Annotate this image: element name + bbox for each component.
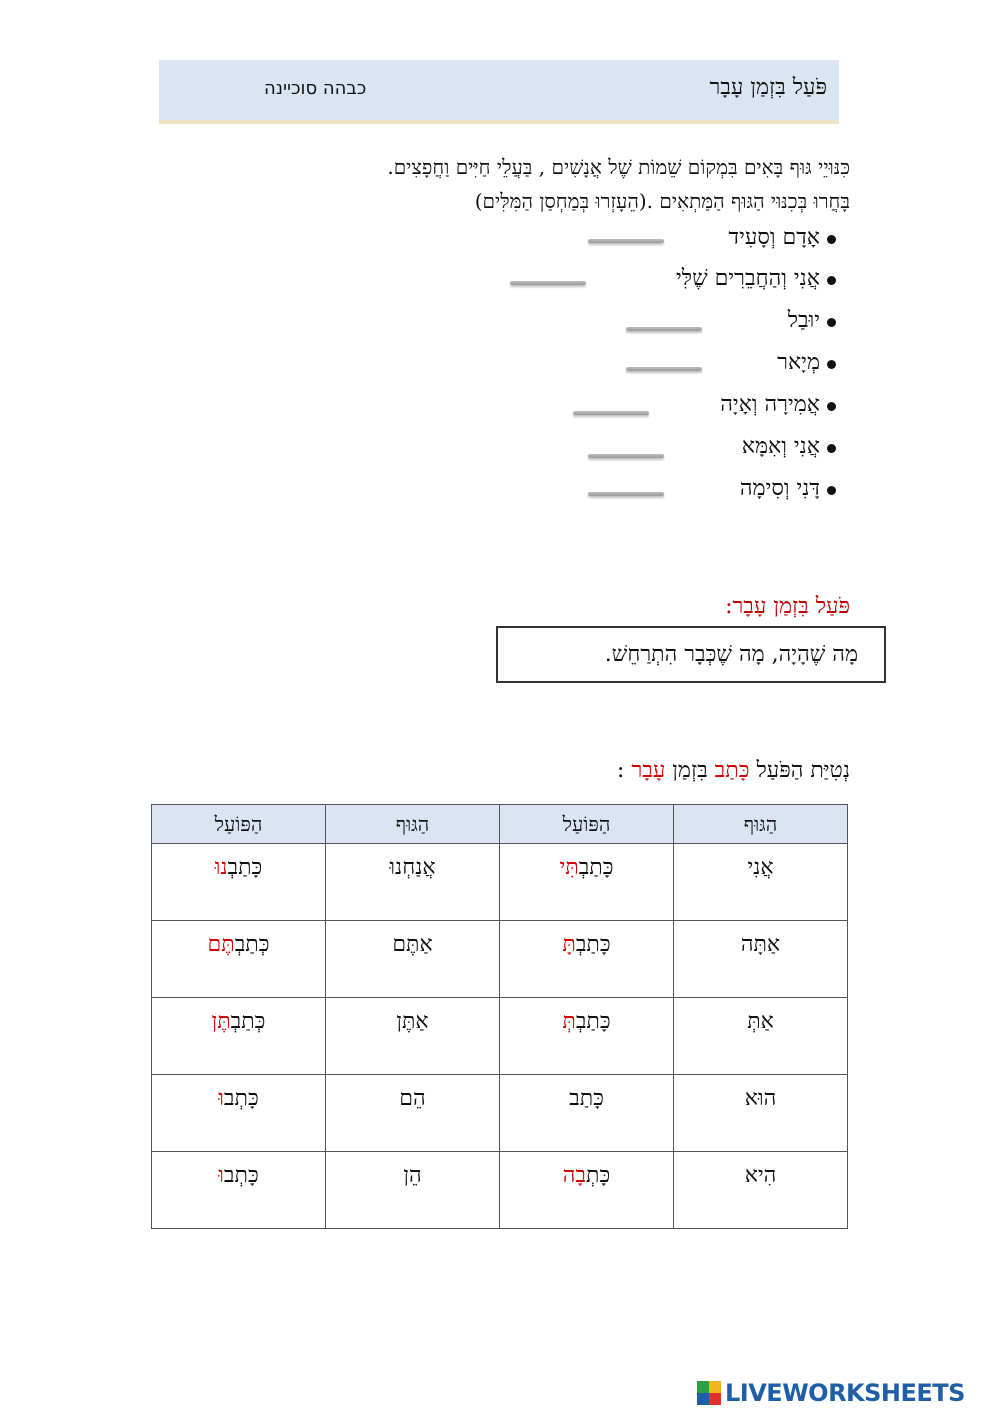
person-cell: אַתֶּן [326, 998, 500, 1075]
verb-suffix: תֶּם [207, 932, 235, 957]
answer-blank-2[interactable] [510, 281, 586, 285]
liveworksheets-logo[interactable] [697, 1378, 965, 1408]
verb-stem: כָּתַב [569, 1086, 604, 1111]
worksheet-title: פֹּעַל בִּזְמַן עָבָר [709, 75, 827, 100]
verb-cell [500, 998, 674, 1075]
logo-square [709, 1381, 721, 1393]
bullet-icon [827, 235, 836, 244]
intro-line-2: בָּחֲרוּ בְּכִנּוּי הַגּוּף הַמַּתְאִים .(הֵעָזְרוּ בְּמַחְסַן הַמִּלִּים) [474, 189, 850, 213]
person-cell: הוּא [674, 1075, 848, 1152]
intro-line-1: כִּנּוּיֵי גּוּף בָּאִים בִּמְקוֹם שֵׁמוֹת שֶׁל אֲנָשִׁים , בַּעֲלֵי חַיִּים וַחֲפָצִים. [387, 155, 850, 179]
verb-cell [500, 1152, 674, 1229]
verb-cell [152, 844, 326, 921]
conjugation-title-end: : [617, 758, 632, 783]
person-cell: אַתְּ [674, 998, 848, 1075]
verb-cell [500, 844, 674, 921]
exercise-item-5: אֲמִירָה וְאָיָה [720, 392, 820, 417]
verb-cell [500, 1075, 674, 1152]
verb-suffix: וּ [218, 1163, 224, 1188]
table-row [152, 1075, 848, 1152]
logo-square [709, 1393, 721, 1405]
verb-stem: כְּתַבְ [230, 1009, 266, 1034]
exercise-item-6: אֲנִי וְאִמָּא [741, 434, 820, 459]
bullet-icon [827, 318, 836, 327]
verb-cell [152, 921, 326, 998]
bullet-icon [827, 486, 836, 495]
logo-text: LIVEWORKSHEETS [725, 1379, 965, 1407]
definition-text: מָה שֶׁהָיָה, מָה שֶׁכְּבָר הִתְרַחֵשׁ. [604, 642, 858, 667]
answer-blank-5[interactable] [573, 411, 649, 415]
verb-cell [500, 921, 674, 998]
header-verb: הַפּוֹעַל [500, 805, 674, 844]
table-row [152, 998, 848, 1075]
verb-stem: כָּתְ [586, 1163, 611, 1188]
person-cell: הֵם [326, 1075, 500, 1152]
conjugation-title-start: נְטִיַּת הַפֹּעַל [749, 758, 850, 783]
verb-cell [152, 1152, 326, 1229]
verb-stem: כָּתַבְ [578, 855, 614, 880]
verb-suffix: בָה [562, 1163, 587, 1188]
bullet-icon [827, 276, 836, 285]
table-row [152, 921, 848, 998]
header-person: הַגּוּף [674, 805, 848, 844]
exercise-item-7: דָּנִי וְסִימָה [739, 476, 820, 501]
verb-stem: כָּתַבְ [575, 1009, 611, 1034]
person-cell: אַתֶּם [326, 921, 500, 998]
bullet-icon [827, 402, 836, 411]
person-cell: אַתָּה [674, 921, 848, 998]
answer-blank-3[interactable] [626, 327, 702, 331]
person-cell: הֵן [326, 1152, 500, 1229]
verb-suffix: תָּ [562, 932, 576, 957]
verb-cell [152, 1075, 326, 1152]
verb-suffix: נוּ [214, 855, 228, 880]
exercise-item-4: מְיָאר [777, 350, 820, 375]
header-person: הַגּוּף [326, 805, 500, 844]
author-name: כבהה סוכיינה [264, 78, 367, 99]
header-band [159, 60, 839, 124]
verb-stem: כָּתַבְ [575, 932, 611, 957]
verb-stem: כָּתְב [223, 1163, 259, 1188]
verb-stem: כָּתַבְ [227, 855, 263, 880]
conjugation-table [151, 804, 848, 1229]
verb-suffix: תְּ [562, 1009, 576, 1034]
person-cell: הִיא [674, 1152, 848, 1229]
person-cell: אֲנִי [674, 844, 848, 921]
verb-suffix: תִּי [559, 855, 579, 880]
header-verb: הַפּוֹעַל [152, 805, 326, 844]
answer-blank-1[interactable] [588, 239, 664, 243]
verb-stem: כָּתְב [223, 1086, 259, 1111]
definition-title: פֹּעַל בִּזְמַן עָבָר: [725, 594, 850, 619]
exercise-item-3: יוּבַל [787, 308, 820, 333]
conjugation-title [617, 757, 850, 783]
table-row [152, 844, 848, 921]
answer-blank-6[interactable] [588, 454, 664, 458]
bullet-icon [827, 444, 836, 453]
answer-blank-4[interactable] [626, 367, 702, 371]
verb-cell [152, 998, 326, 1075]
verb-suffix: תֶּן [211, 1009, 231, 1034]
answer-blank-7[interactable] [588, 492, 664, 496]
logo-square [697, 1381, 709, 1393]
verb-stem: כְּתַבְ [234, 932, 270, 957]
definition-box [496, 626, 886, 683]
person-cell: אֲנַחְנוּ [326, 844, 500, 921]
verb-suffix: וּ [218, 1086, 224, 1111]
bullet-icon [827, 360, 836, 369]
conjugation-title-mid: בִּזְמַן [665, 758, 715, 783]
exercise-item-1: אָדָם וְסָעִיד [728, 225, 820, 250]
table-header-row [152, 805, 848, 844]
exercise-item-2: אֲנִי וְהַחֲבֵרִים שֶׁלִּי [676, 266, 820, 291]
conjugation-title-tense: עָבָר [631, 758, 666, 783]
table-row [152, 1152, 848, 1229]
conjugation-title-verb: כָּתַב [714, 758, 750, 783]
liveworksheets-logo-icon [697, 1381, 721, 1405]
logo-square [697, 1393, 709, 1405]
